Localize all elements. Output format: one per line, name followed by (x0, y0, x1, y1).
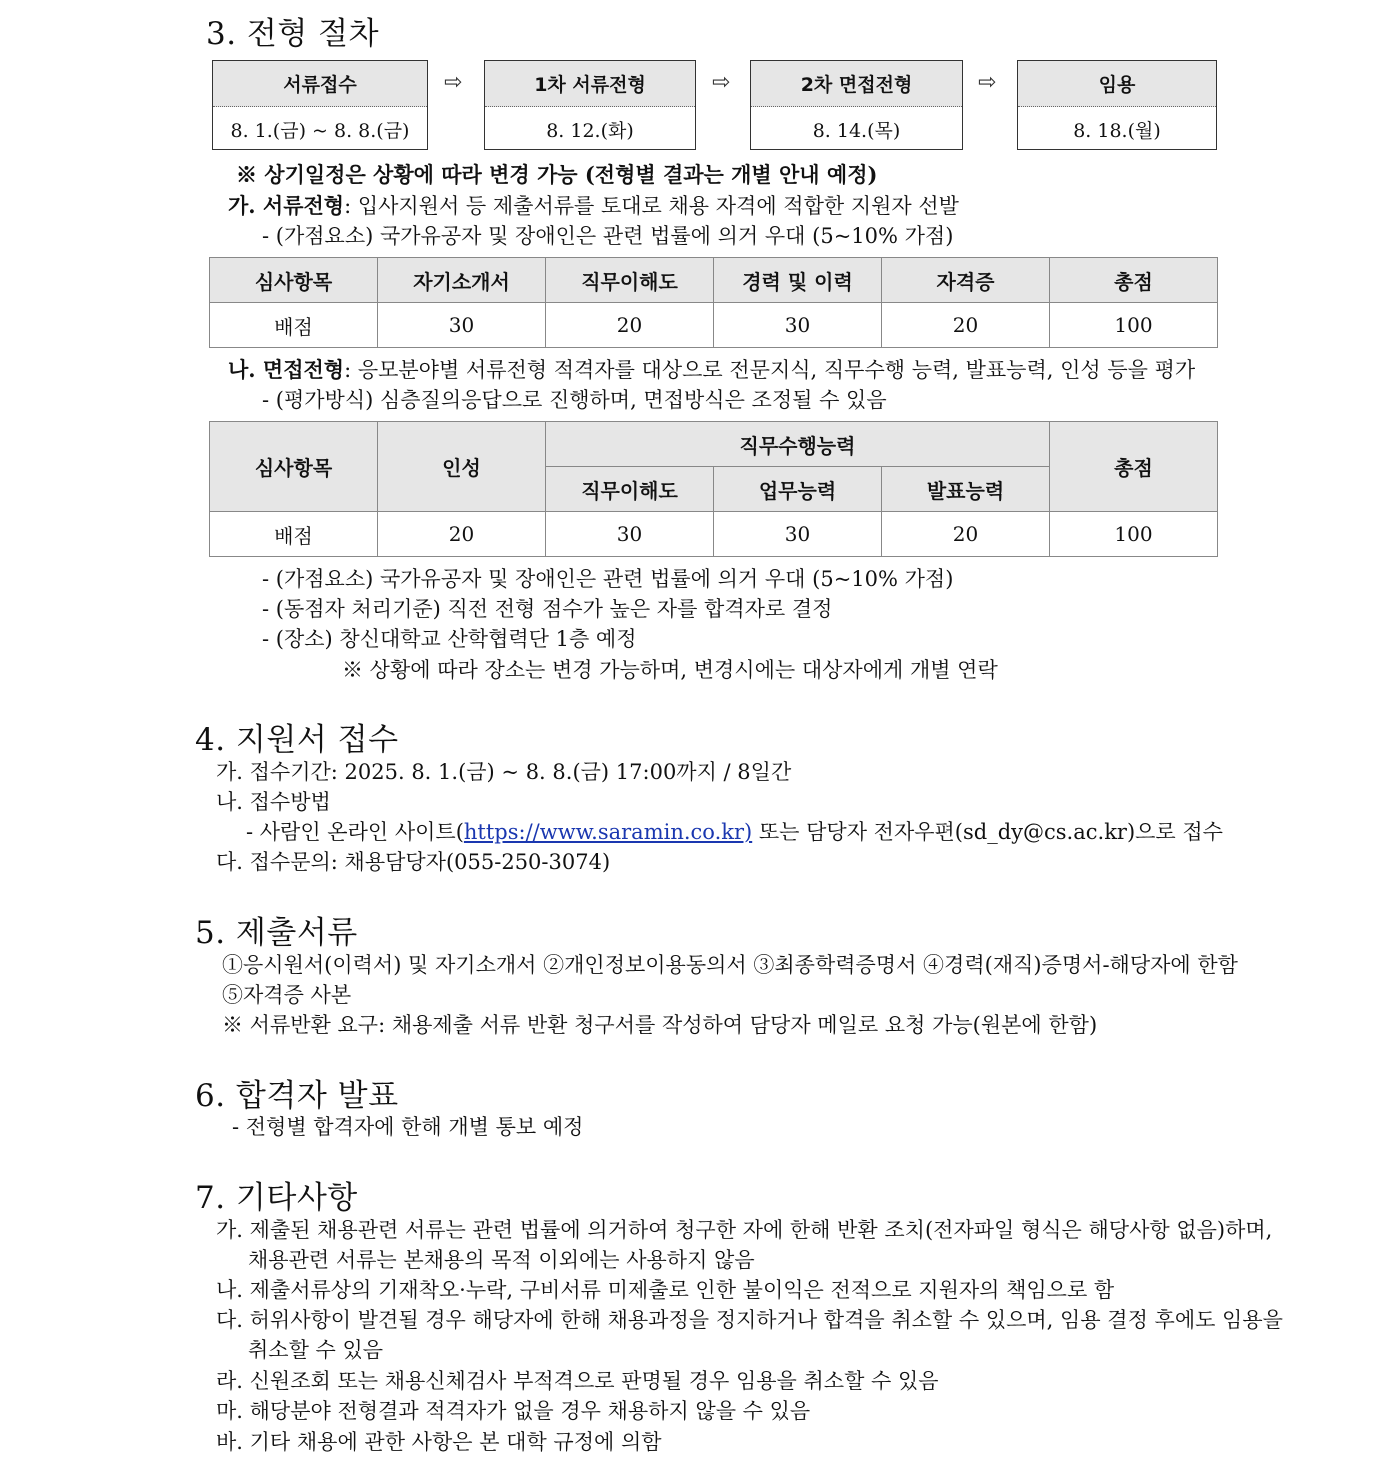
process-step-2 (484, 60, 696, 150)
arrow-right-icon: ⇨ (978, 70, 997, 95)
misc-item-cont: 취소할 수 있음 (248, 1338, 384, 1362)
misc-item: 가. 제출된 채용관련 서류는 관련 법률에 의거하여 청구한 자에 한해 반환 조치(전자파일 형식은 해당사항 없음)하며, (216, 1218, 1273, 1242)
saramin-link[interactable]: https://www.saramin.co.kr) (463, 820, 753, 844)
step-date: 8. 1.(금) ~ 8. 8.(금) (230, 119, 410, 142)
table-cell: 20 (378, 512, 546, 557)
document-screening-bonus: - (가점요소) 국가유공자 및 장애인은 관련 법률에 의거 우대 (5~10% 가점) (262, 224, 954, 248)
step-date: 8. 12.(화) (546, 119, 634, 142)
misc-item: 마. 해당분야 전형결과 적격자가 없을 경우 채용하지 않을 수 있음 (216, 1399, 811, 1423)
documents-list: ①응시원서(이력서) 및 자기소개서 ②개인정보이용동의서 ③최종학력증명서 ④경력(재직)증명서-해당자에 한함 (222, 953, 1238, 977)
document-score-table (209, 257, 1218, 348)
location-note: ※ 상황에 따라 장소는 변경 가능하며, 변경시에는 대상자에게 개별 연락 (342, 658, 998, 682)
document-screening-line (228, 191, 959, 221)
arrow-right-icon: ⇨ (444, 70, 463, 95)
method-text: - 사람인 온라인 사이트( (246, 820, 464, 844)
table-cell: 배점 (210, 512, 378, 557)
table-cell: 100 (1050, 512, 1218, 557)
section-5-title: 5. 제출서류 (195, 915, 358, 951)
table-header: 인성 (378, 422, 546, 512)
table-header: 직무이해도 (546, 258, 714, 303)
document-screening-label: 가. 서류전형 (228, 193, 345, 218)
table-cell: 20 (546, 303, 714, 348)
step-date: 8. 14.(목) (812, 119, 901, 142)
documents-return-note: ※ 서류반환 요구: 채용제출 서류 반환 청구서를 작성하여 담당자 메일로 요청 가능(원본에 한함) (222, 1013, 1098, 1037)
interview-screening-label: 나. 면접전형 (228, 357, 345, 382)
documents-list-cont: ⑤자격증 사본 (222, 983, 352, 1007)
misc-item: 다. 허위사항이 발견될 경우 해당자에 한해 채용과정을 정지하거나 합격을 취소할 수 있으며, 임용 결정 후에도 임용을 (216, 1308, 1283, 1332)
interview-screening-text: : 응모분야별 서류전형 적격자를 대상으로 전문지식, 직무수행 능력, 발표능력, 인성 등을 평가 (344, 358, 1196, 382)
section-4-title: 4. 지원서 접수 (195, 722, 399, 758)
table-header: 심사항목 (210, 258, 378, 303)
table-header: 자기소개서 (378, 258, 546, 303)
table-cell: 30 (378, 303, 546, 348)
process-step-1 (212, 60, 428, 150)
table-subheader: 업무능력 (714, 467, 882, 512)
schedule-note: ※ 상기일정은 상황에 따라 변경 가능 (전형별 결과는 개별 안내 예정) (236, 162, 878, 187)
interview-screening-line (228, 355, 1195, 385)
section-6-title: 6. 합격자 발표 (195, 1078, 399, 1114)
process-step-3 (750, 60, 963, 150)
table-cell: 30 (546, 512, 714, 557)
arrow-right-icon: ⇨ (712, 70, 731, 95)
interview-location: - (장소) 창신대학교 산학협력단 1층 예정 (262, 627, 637, 651)
table-cell: 20 (882, 512, 1050, 557)
tie-break-rule: - (동점자 처리기준) 직전 전형 점수가 높은 자를 합격자로 결정 (262, 597, 833, 621)
misc-item-cont: 채용관련 서류는 본채용의 목적 이외에는 사용하지 않음 (248, 1248, 755, 1272)
interview-bonus: - (가점요소) 국가유공자 및 장애인은 관련 법률에 의거 우대 (5~10% 가점) (262, 567, 954, 591)
step-name: 서류접수 (213, 61, 427, 107)
announcement-text: - 전형별 합격자에 한해 개별 통보 예정 (232, 1115, 584, 1139)
application-method-label: 나. 접수방법 (216, 790, 331, 814)
table-cell: 배점 (210, 303, 378, 348)
document-screening-text: : 입사지원서 등 제출서류를 토대로 채용 자격에 적합한 지원자 선발 (344, 194, 959, 218)
table-subheader: 발표능력 (882, 467, 1050, 512)
misc-item: 바. 기타 채용에 관한 사항은 본 대학 규정에 의함 (216, 1430, 662, 1454)
table-cell: 30 (714, 512, 882, 557)
table-header: 경력 및 이력 (714, 258, 882, 303)
interview-score-table (209, 421, 1218, 557)
application-contact: 다. 접수문의: 채용담당자(055-250-3074) (216, 850, 611, 874)
application-method (246, 817, 1223, 847)
process-step-4 (1017, 60, 1217, 150)
table-header: 자격증 (882, 258, 1050, 303)
table-cell: 100 (1050, 303, 1218, 348)
section-3-title: 3. 전형 절차 (206, 16, 380, 52)
section-7-title: 7. 기타사항 (195, 1180, 358, 1216)
application-period: 가. 접수기간: 2025. 8. 1.(금) ~ 8. 8.(금) 17:00까지 / 8일간 (216, 760, 792, 784)
method-text: 또는 담당자 전자우편(sd_dy@cs.ac.kr)으로 접수 (752, 820, 1223, 844)
table-header: 총점 (1050, 422, 1218, 512)
interview-method: - (평가방식) 심층질의응답으로 진행하며, 면접방식은 조정될 수 있음 (262, 388, 887, 412)
step-date: 8. 18.(월) (1073, 119, 1161, 142)
step-name: 1차 서류전형 (485, 61, 695, 107)
table-header-group: 직무수행능력 (546, 422, 1050, 467)
table-header: 총점 (1050, 258, 1218, 303)
table-subheader: 직무이해도 (546, 467, 714, 512)
table-cell: 30 (714, 303, 882, 348)
step-name: 임용 (1018, 61, 1216, 107)
step-name: 2차 면접전형 (751, 61, 962, 107)
misc-item: 라. 신원조회 또는 채용신체검사 부적격으로 판명될 경우 임용을 취소할 수 있음 (216, 1369, 939, 1393)
table-cell: 20 (882, 303, 1050, 348)
misc-item: 나. 제출서류상의 기재착오·누락, 구비서류 미제출로 인한 불이익은 전적으로 지원자의 책임으로 함 (216, 1278, 1115, 1302)
table-header: 심사항목 (210, 422, 378, 512)
